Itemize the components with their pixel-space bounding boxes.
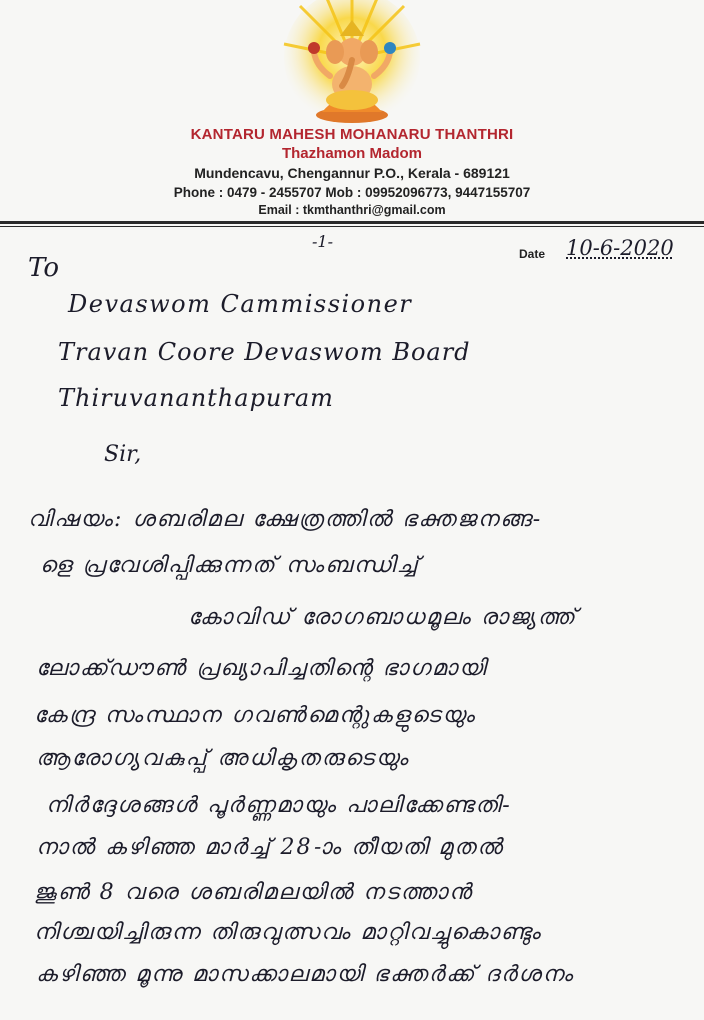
body-line: കേന്ദ്ര സംസ്ഥാന ഗവൺമെന്റുകളുടെയും xyxy=(34,703,476,728)
body-line: ജൂൺ 8 വരെ ശബരിമലയിൽ നടത്താൻ xyxy=(34,880,473,905)
date-value: 10-6-2020 xyxy=(566,236,674,260)
body-line: കഴിഞ്ഞ മൂന്നു മാസക്കാലമായി ഭക്തർക്ക് ദർശനം xyxy=(36,962,575,987)
to-label: To xyxy=(28,253,59,283)
body-line: ലോക്ക്ഡൗൺ പ്രഖ്യാപിച്ചതിന്റെ ഭാഗമായി xyxy=(36,656,488,681)
subject-line: ളെ പ്രവേശിപ്പിക്കുന്നത് സംബന്ധിച്ച് xyxy=(40,553,420,578)
letterhead-madom: Thazhamon Madom xyxy=(281,145,422,162)
body-line: നിശ്ചയിച്ചിരുന്ന തിരുവുത്സവം മാറ്റിവച്ചുകൊണ്ടും xyxy=(34,920,542,945)
letterhead-address: Mundencavu, Chengannur P.O., Kerala - 689121 xyxy=(194,165,510,181)
page-number: -1- xyxy=(312,232,333,251)
letterhead-phone: Phone : 0479 - 2455707 Mob : 09952096773, 9447155707 xyxy=(173,185,531,200)
body-line: കോവിഡ് രോഗബാധമൂലം രാജ്യത്ത് xyxy=(188,605,577,630)
recipient-line: Travan Coore Devaswom Board xyxy=(58,338,471,366)
letterhead-rule-thin xyxy=(0,226,704,227)
body-line: നാൽ കഴിഞ്ഞ മാർച്ച് 28-ാം തീയതി മുതൽ xyxy=(36,835,504,860)
body-line: ആരോഗ്യവകുപ്പ് അധികൃതരുടെയും xyxy=(36,746,410,771)
recipient-line: Devaswom Cammissioner xyxy=(68,290,413,318)
salutation: Sir, xyxy=(104,442,142,467)
date-label: Date xyxy=(519,247,546,261)
letterhead-email: Email : tkmthanthri@gmail.com xyxy=(258,203,446,217)
ganesha-icon xyxy=(282,0,422,128)
body-line: നിർദ്ദേശങ്ങൾ പൂർണ്ണമായും പാലിക്കേണ്ടതി- xyxy=(46,793,512,818)
letterhead-name: KANTARU MAHESH MOHANARU THANTHRI xyxy=(190,126,514,143)
letterhead xyxy=(0,0,704,228)
letterhead-rule xyxy=(0,221,704,224)
recipient-line: Thiruvananthapuram xyxy=(58,384,334,412)
subject-line: വിഷയം: ശബരിമല ക്ഷേത്രത്തിൽ ഭക്തജനങ്ങ- xyxy=(28,507,543,532)
